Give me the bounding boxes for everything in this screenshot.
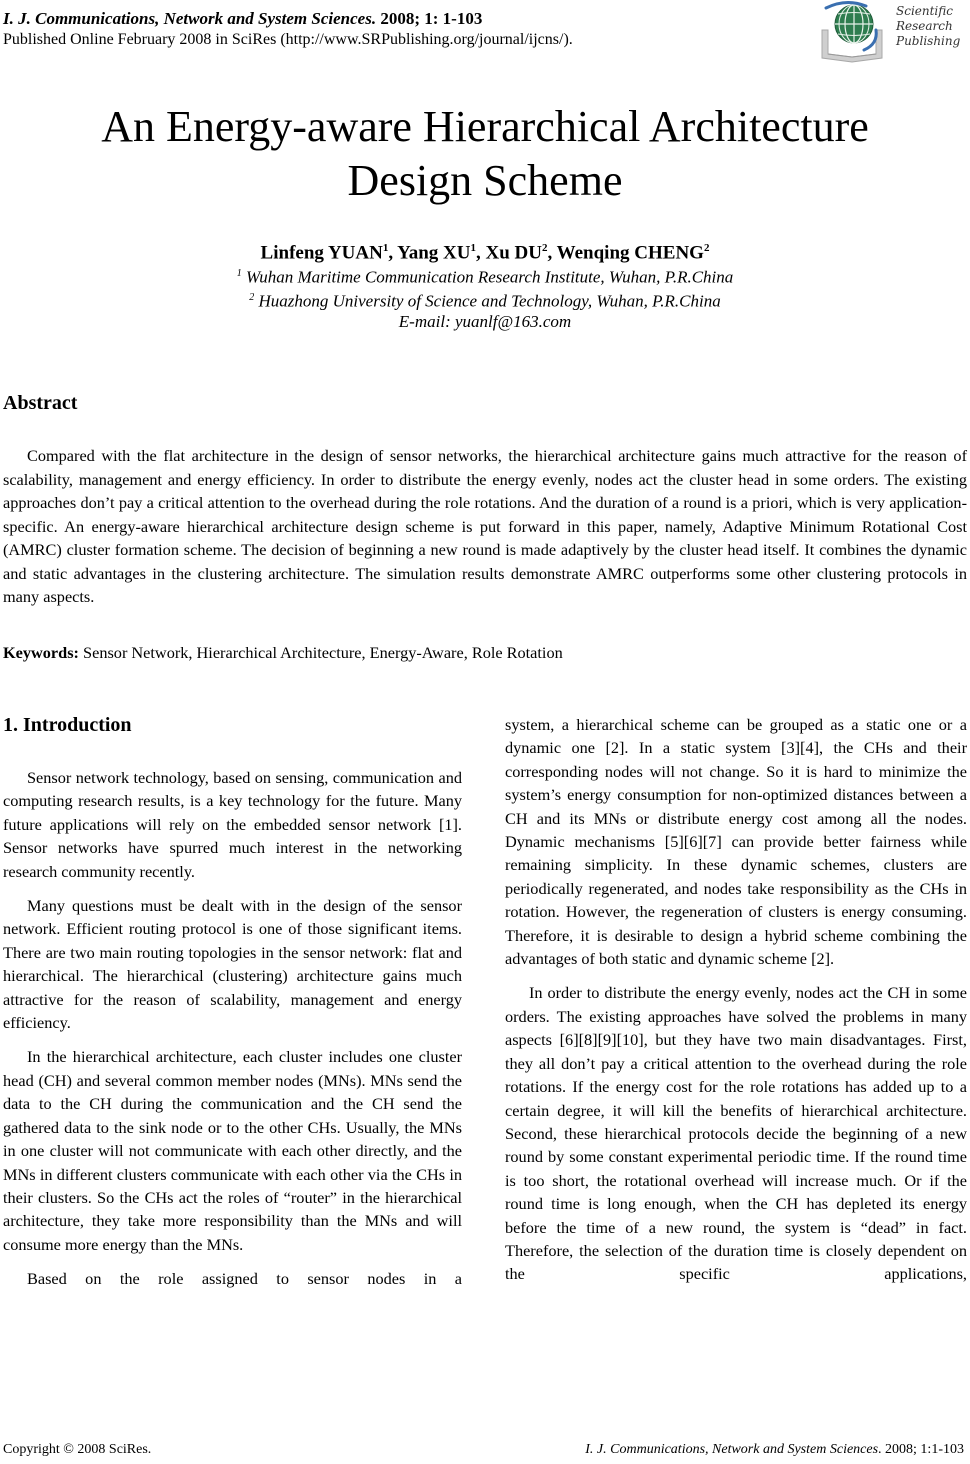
author-affil-mark: 1: [382, 242, 389, 254]
title-line-1: An Energy-aware Hierarchical Architecture: [101, 102, 869, 151]
author-email: E-mail: yuanlf@163.com: [398, 312, 572, 331]
footer-citation: [585, 1442, 964, 1458]
keywords-value: Sensor Network, Hierarchical Architecture, Energy-Aware, Role Rotation: [78, 643, 563, 662]
abstract-heading: Abstract: [3, 392, 78, 414]
running-header: [3, 8, 573, 50]
publisher-logo-text: [896, 4, 960, 49]
author-name: Yang XU: [397, 242, 471, 264]
author-list: [0, 236, 970, 265]
globe-book-icon: [816, 0, 894, 64]
title-line-2: Design Scheme: [347, 156, 623, 205]
author-name: Wenqing CHENG: [556, 242, 704, 264]
author-name: Linfeng YUAN: [260, 242, 383, 264]
affiliation-mark: 2: [249, 292, 255, 303]
section-heading: 1. Introduction: [3, 714, 132, 736]
keywords-label: Keywords:: [3, 643, 79, 662]
paragraph: Many questions must be dealt with in the design of the sensor network. Efficient routing protocol is one of those significant items. There are two main routing topologies in the sensor network: flat and hierarchical. The hierarchical (clustering) architecture gains much attractive for the reason of scalability, management and energy efficiency.: [3, 896, 462, 1033]
logo-word: Research: [896, 19, 953, 33]
journal-citation: [3, 8, 573, 30]
footer-journal-issue: . 2008; 1:1-103: [878, 1442, 964, 1457]
journal-name: I. J. Communications, Network and System Sciences.: [3, 9, 377, 28]
published-online-line: Published Online February 2008 in SciRes (http://www.SRPublishing.org/journal/ijcns/).: [3, 31, 573, 48]
paper-title: [0, 100, 970, 208]
right-column: [505, 713, 967, 1297]
logo-word: Publishing: [896, 34, 961, 48]
paragraph: In the hierarchical architecture, each cluster includes one cluster head (CH) and several common member nodes (MNs). MNs send the data to the CH during the communication and the CH send the gathered data to the sink node or to the other CHs. Usually, the MNs in one cluster will not communicate with each other directly, and the MNs in different clusters communicate with each other via the CHs in their clusters. So the CHs act the roles of “router” in the hierarchical architecture, they take more responsibility than the MNs and will consume more energy than the MNs.: [3, 1047, 462, 1254]
affiliation-text: Wuhan Maritime Communication Research Institute, Wuhan, P.R.China: [241, 267, 734, 287]
affiliation-mark: 1: [236, 268, 242, 279]
author-separator: ,: [476, 242, 486, 264]
footer-journal-name: I. J. Communications, Network and System Sciences: [585, 1442, 879, 1457]
paragraph: Sensor network technology, based on sensing, communication and computing research results, is a key technology for the future. Many future applications will rely on the embedded sensor network [1]. Sensor networks have spurred much interest in the networking research community recently.: [3, 768, 462, 881]
paragraph: In order to distribute the energy evenly, nodes act the CH in some orders. The existing approaches have solved the problems in many aspects [6][8][9][10], but they have two main disadvantages. First, they all don’t pay a critical attention to the overhead during the role rotations. If the energy cost for the role rotations has added up to a certain degree, it will kill the benefits of hierarchical architecture. Second, these hierarchical protocols decide the beginning of a new round by some constant experimental periodic time. If the round time is too short, the rotational overhead will increase much. Or if the round time is long enough, when the CH has depleted its energy before the time of a new round, the system is “dead” in fact. Therefore, the selection of the duration time is closely dependent on the specific applications,: [505, 983, 967, 1284]
author-affil-mark: 2: [703, 242, 710, 254]
author-separator: ,: [547, 242, 557, 264]
left-column: [3, 766, 462, 1302]
journal-issue: 2008; 1: 1-103: [376, 9, 483, 28]
publisher-logo: [816, 0, 966, 64]
paragraph: system, a hierarchical scheme can be grouped as a static one or a dynamic one [2]. In a static system [3][4], the CHs and their corresponding nodes will not change. So it is hard to minimize the system’s energy consumption for non-optimized distances between a CH and its MNs or distribute energy cost among all the nodes. Dynamic mechanisms [5][6][7] can provide better fairness while remaining simplicity. In these dynamic schemes, clusters are periodically regenerated, and nodes take responsibility as the CHs in rotation. However, the regeneration of clusters is energy consuming. Therefore, it is desirable to design a hybrid scheme combining the advantages of both static and dynamic scheme [2].: [505, 715, 967, 969]
footer-copyright: Copyright © 2008 SciRes.: [3, 1442, 152, 1457]
keywords: [3, 643, 563, 663]
logo-word: Scientific: [896, 4, 953, 18]
author-affil-mark: 2: [541, 242, 548, 254]
author-name: Xu DU: [485, 242, 542, 264]
author-separator: ,: [388, 242, 398, 264]
abstract-body: Compared with the flat architecture in the design of sensor networks, the hierarchical architecture gains much attractive for the reason of scalability, management and energy efficiency. In order to distribute the energy evenly, nodes act the cluster head in some orders. The existing approaches don’t pay a critical attention to the overhead during the role rotations. And the duration of a round is a priori, which is very application-specific. An energy-aware hierarchical architecture design scheme is put forward in this paper, namely, Adaptive Minimum Rotational Cost (AMRC) cluster formation scheme. The decision of beginning a new round is made adaptively by the cluster head itself. It combines the dynamic and static advantages in the clustering architecture. The simulation results demonstrate AMRC outperforms some other clustering protocols in many aspects.: [3, 446, 967, 606]
paragraph: Based on the role assigned to sensor nodes in a: [27, 1269, 462, 1289]
affiliation-text: Huazhong University of Science and Technology, Wuhan, P.R.China: [254, 291, 721, 311]
author-affil-mark: 1: [470, 242, 476, 254]
